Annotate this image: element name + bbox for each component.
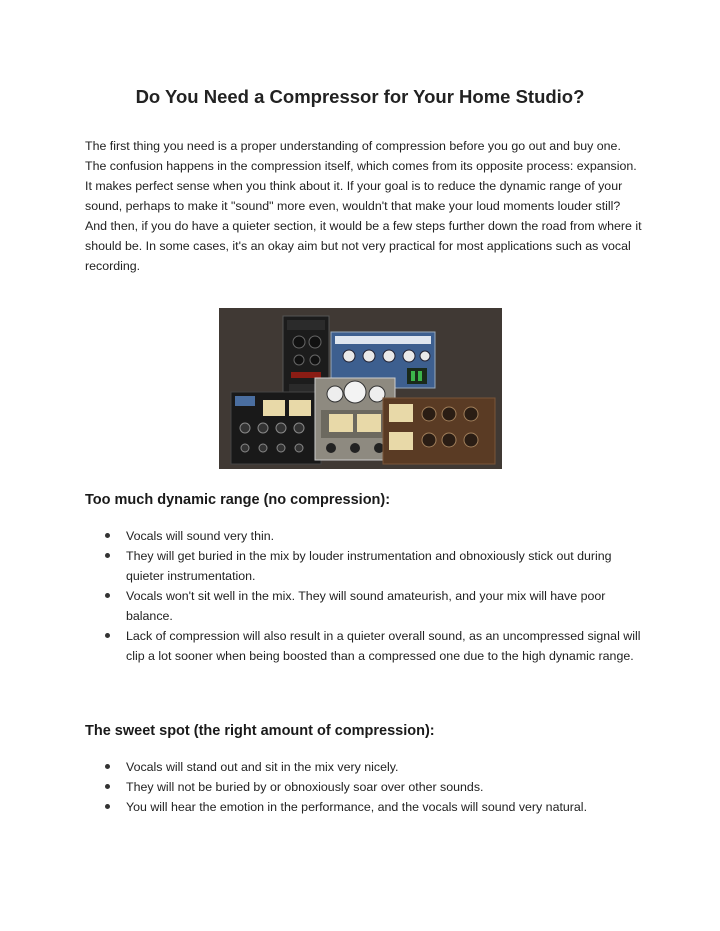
bullet-icon <box>105 633 110 638</box>
page-title: Do You Need a Compressor for Your Home Studio? <box>135 86 585 107</box>
list-item: Lack of compression will also result in a quieter overall sound, as an uncompressed signal will clip a lot sooner when being boosted than a compressed one due to the high dynamic range. <box>85 626 645 666</box>
intro-paragraph: The first thing you need is a proper understanding of compression before you go out and buy one. The confusion happens in the compression itself, which comes from its opposite process: expansion. It makes perfect sense when you think about it. If your goal is to reduce the dynamic range of your sound, perhaps to make it "sound" more even, wouldn't that make your loud moments louder still? And then, if you do have a quieter section, it would be a few steps further down the road from where it should be. In some cases, it's an okay aim but not very practical for most applications such as vocal recording. <box>85 139 642 273</box>
bullet-list-sweet-spot <box>85 757 645 817</box>
list-item: Vocals will stand out and sit in the mix very nicely. <box>85 757 645 777</box>
bullet-icon <box>105 784 110 789</box>
wood-rack-unit <box>383 398 495 464</box>
bullet-icon <box>105 533 110 538</box>
compressor-plugins-image <box>219 308 502 469</box>
section-heading-sweet-spot: The sweet spot (the right amount of compression): <box>85 723 435 739</box>
bullet-list-too-much <box>85 526 645 666</box>
bullet-icon <box>105 593 110 598</box>
bullet-icon <box>105 804 110 809</box>
list-item: You will hear the emotion in the performance, and the vocals will sound very natural. <box>85 797 645 817</box>
list-item: They will not be buried by or obnoxiously soar over other sounds. <box>85 777 645 797</box>
bullet-icon <box>105 764 110 769</box>
list-item: Vocals will sound very thin. <box>85 526 645 546</box>
black-rack-unit <box>231 392 321 464</box>
list-item: Vocals won't sit well in the mix. They will sound amateurish, and your mix will have poor balance. <box>85 586 645 626</box>
bullet-icon <box>105 553 110 558</box>
section-heading-too-much: Too much dynamic range (no compression): <box>85 492 391 508</box>
list-item: They will get buried in the mix by louder instrumentation and obnoxiously stick out during quieter instrumentation. <box>85 546 645 586</box>
